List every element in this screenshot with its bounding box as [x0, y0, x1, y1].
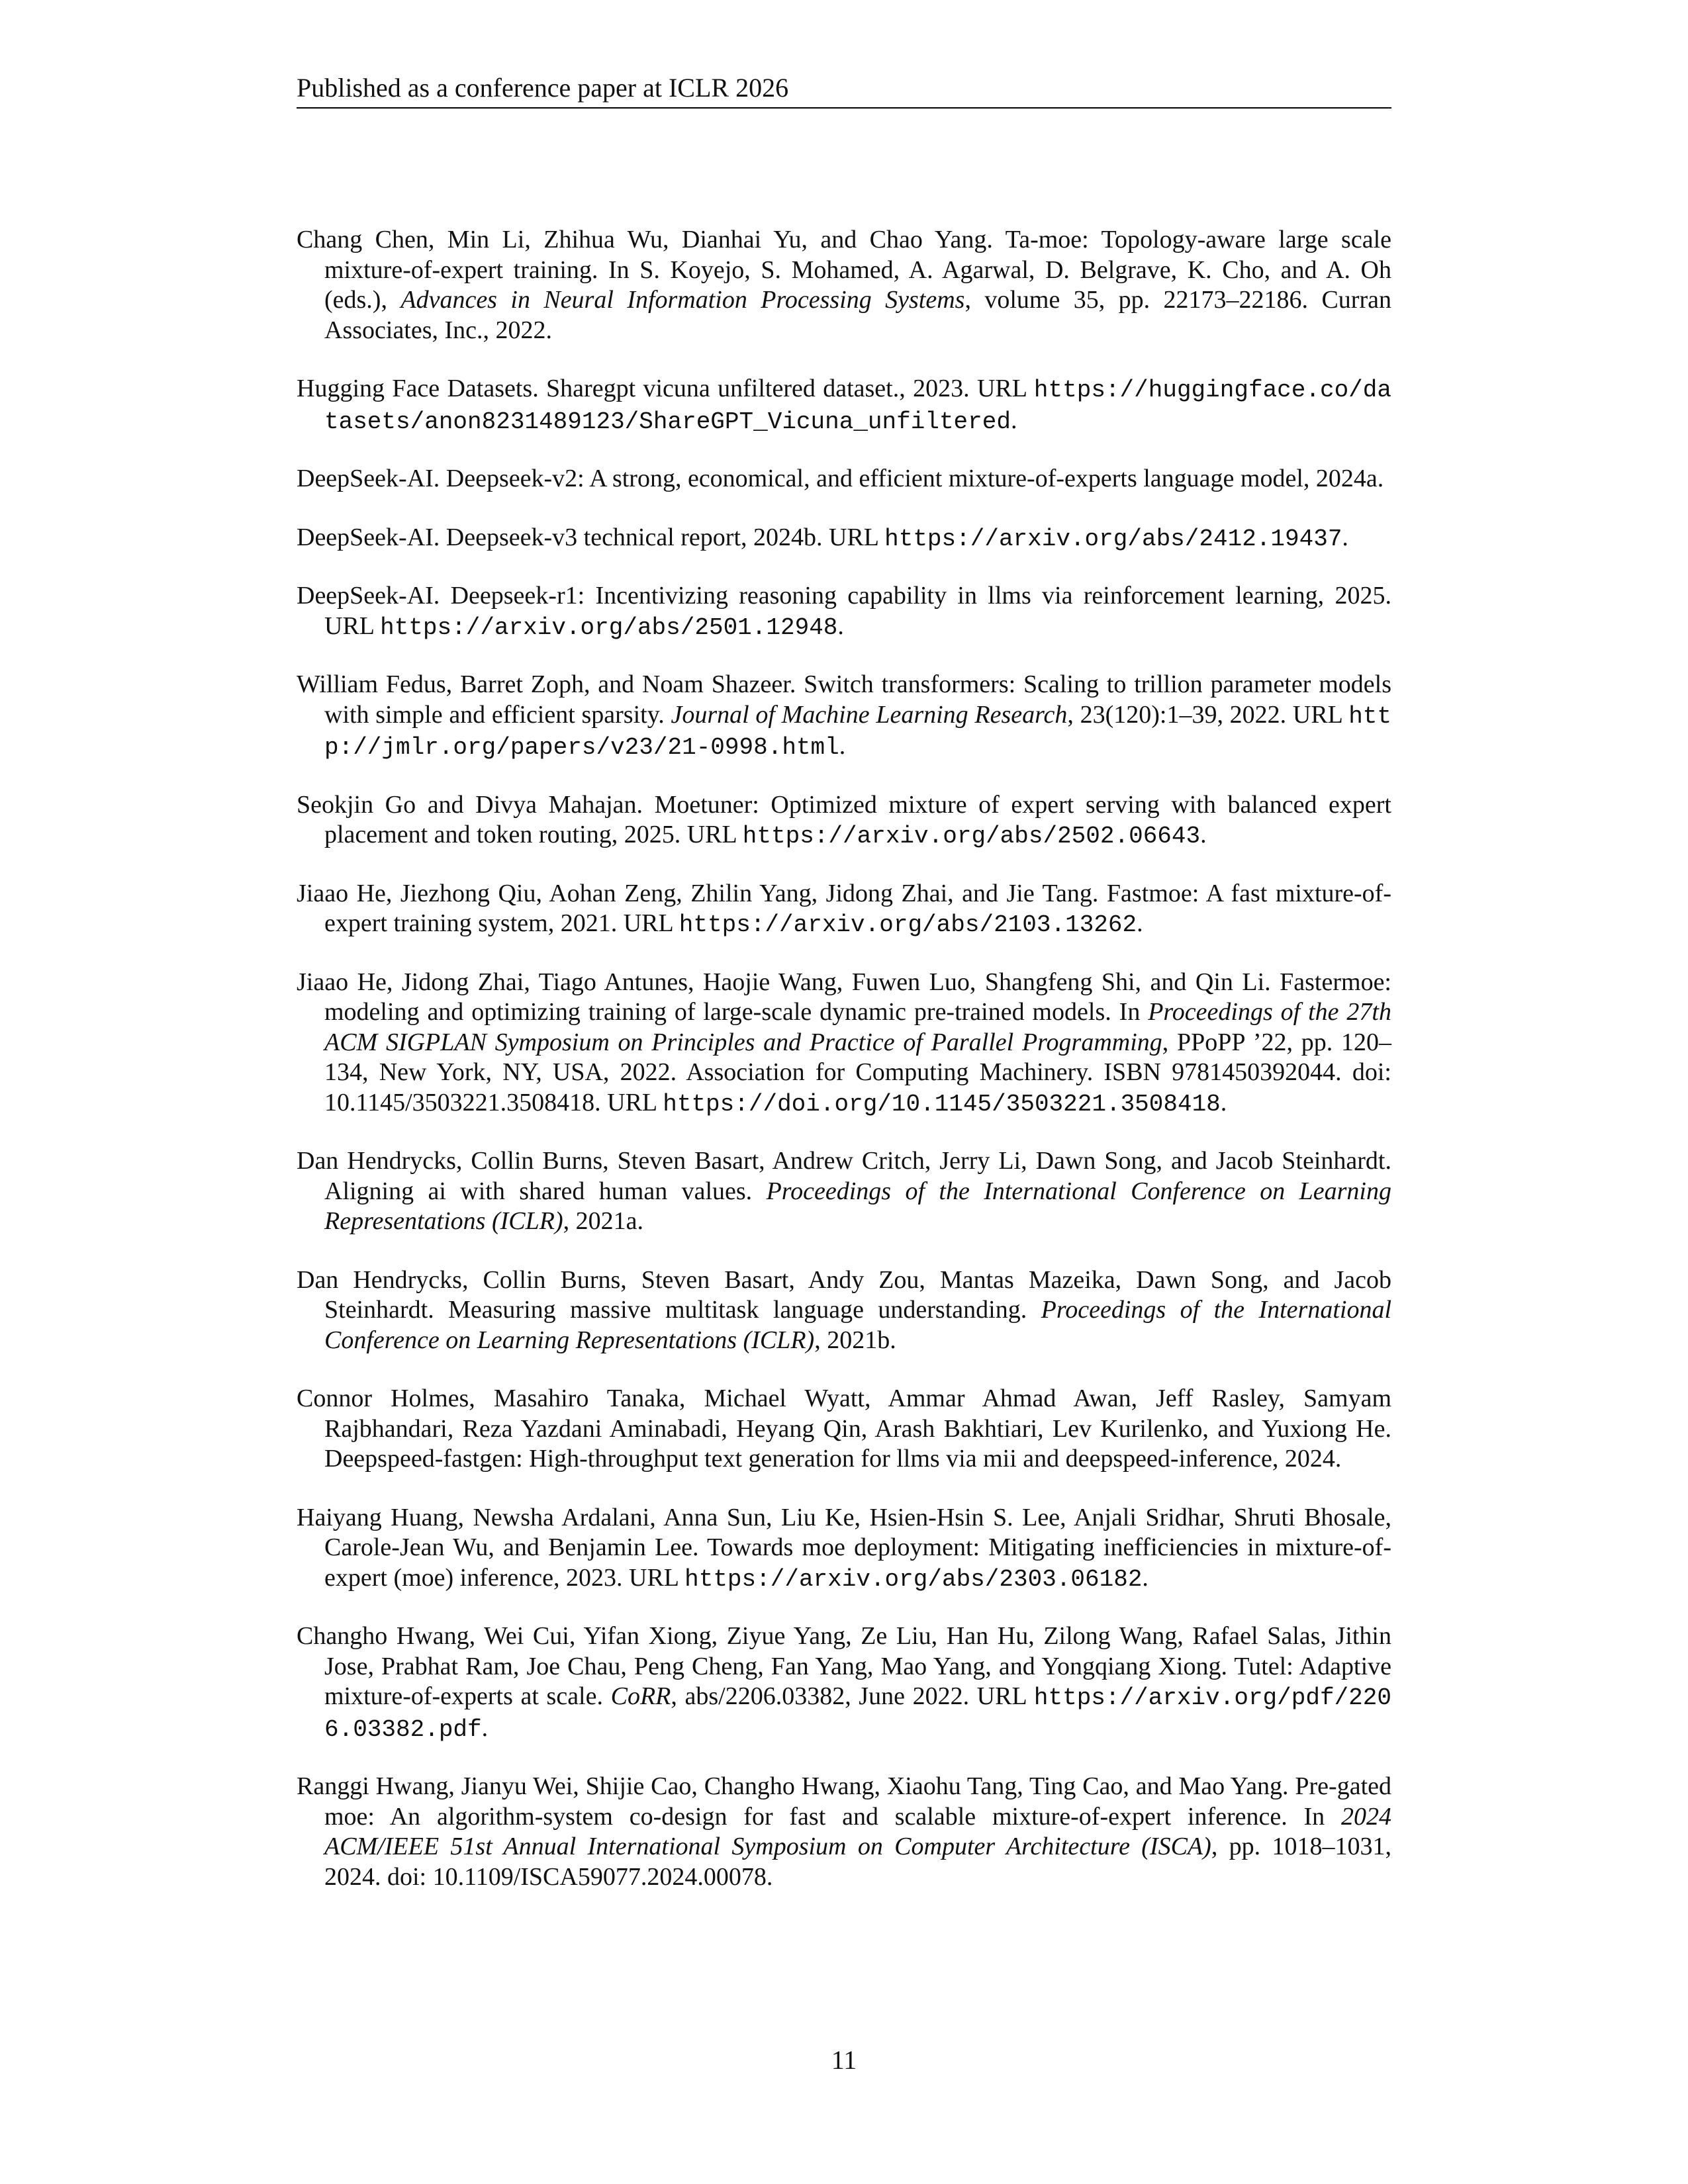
ref-text: DeepSeek-AI. Deepseek-r1: Incentivizing reasoning capability in llms via reinforcement learning, 2025. URL: [297, 582, 1391, 640]
ref-text: DeepSeek-AI. Deepseek-v2: A strong, economical, and efficient mixture-of-experts language model, 2024a.: [297, 465, 1384, 492]
ref-url-link[interactable]: https://arxiv.org/abs/2303.06182: [684, 1565, 1143, 1593]
ref-venue: 2024 ACM/IEEE 51st Annual International Symposium on Computer Architecture (ISCA): [324, 1802, 1391, 1860]
ref-end: .: [1200, 821, 1207, 848]
reference-entry: [297, 1384, 1391, 1476]
ref-text-after: , 2021b.: [814, 1326, 896, 1354]
reference-entry: [297, 374, 1391, 437]
ref-text: Changho Hwang, Wei Cui, Yifan Xiong, Ziyue Yang, Ze Liu, Han Hu, Zilong Wang, Rafael Salas, Jithin Jose, Prabhat Ram, Joe Chau, Peng Cheng, Fan Yang, Mao Yang, and Yongqiang Xiong. Tutel: Adaptive mixture-of-experts at scale.: [297, 1622, 1391, 1710]
ref-end: .: [1220, 1088, 1227, 1116]
reference-entry: [297, 1621, 1391, 1745]
ref-text: Ranggi Hwang, Jianyu Wei, Shijie Cao, Changho Hwang, Xiaohu Tang, Ting Cao, and Mao Yang. Pre-gated moe: An algorithm-system co-design for fast and scalable mixture-of-expert inference. In: [297, 1772, 1391, 1831]
ref-end: .: [1137, 909, 1143, 937]
ref-text: Jiaao He, Jidong Zhai, Tiago Antunes, Haojie Wang, Fuwen Luo, Shangfeng Shi, and Qin Li. Fastermoe: modeling and optimizing training of large-scale dynamic pre-trained models. In: [297, 968, 1391, 1026]
ref-end: .: [1342, 523, 1348, 551]
ref-url-link[interactable]: https://arxiv.org/abs/2412.19437: [884, 525, 1342, 553]
ref-text-after: , PPoPP ’22, pp. 120–134, New York, NY, USA, 2022. Association for Computing Machinery. ISBN 9781450392044. doi: 10.1145/3503221.3508418. URL: [324, 1028, 1391, 1116]
ref-venue: Proceedings of the 27th ACM SIGPLAN Symposium on Principles and Practice of Parallel Programming: [324, 998, 1391, 1056]
ref-url-link[interactable]: https://doi.org/10.1145/3503221.3508418: [663, 1090, 1221, 1118]
reference-entry: [297, 523, 1391, 555]
ref-text: Hugging Face Datasets. Sharegpt vicuna unfiltered dataset., 2023. URL: [297, 375, 1034, 402]
ref-venue: Proceedings of the International Conference on Learning Representations (ICLR): [324, 1177, 1391, 1235]
ref-text: Haiyang Huang, Newsha Ardalani, Anna Sun, Liu Ke, Hsien-Hsin S. Lee, Anjali Sridhar, Shruti Bhosale, Carole-Jean Wu, and Benjamin Lee. Towards moe deployment: Mitigating inefficiencies in mixture-of-expert (moe) inference, 2023. URL: [297, 1503, 1391, 1592]
ref-text-after: , volume 35, pp. 22173–22186. Curran Associates, Inc., 2022.: [324, 286, 1391, 344]
reference-entry: [297, 581, 1391, 643]
reference-entry: [297, 790, 1391, 852]
ref-url-link[interactable]: https://huggingface.co/datasets/anon8231489123/ShareGPT_Vicuna_unfiltered: [324, 377, 1391, 435]
running-header: Published as a conference paper at ICLR 2026: [297, 73, 789, 103]
ref-url-link[interactable]: https://arxiv.org/pdf/2206.03382.pdf: [324, 1684, 1391, 1743]
ref-text: Jiaao He, Jiezhong Qiu, Aohan Zeng, Zhilin Yang, Jidong Zhai, and Jie Tang. Fastmoe: A fast mixture-of-expert training system, 2021. URL: [297, 879, 1391, 937]
ref-text-after: , pp. 1018–1031, 2024. doi: 10.1109/ISCA59077.2024.00078.: [324, 1833, 1391, 1891]
ref-end: .: [837, 612, 844, 640]
ref-url-link[interactable]: https://arxiv.org/abs/2501.12948: [380, 614, 838, 641]
ref-text-after: , 2021a.: [563, 1207, 643, 1235]
reference-entry: [297, 879, 1391, 940]
ref-text: Seokjin Go and Divya Mahajan. Moetuner: Optimized mixture of expert serving with balanced expert placement and token routing, 2025. URL: [297, 790, 1391, 848]
ref-text: Dan Hendrycks, Collin Burns, Steven Basart, Andy Zou, Mantas Mazeika, Dawn Song, and Jacob Steinhardt. Measuring massive multitask language understanding.: [297, 1265, 1391, 1324]
ref-venue: Advances in Neural Information Processing Systems: [400, 286, 965, 314]
ref-text: Connor Holmes, Masahiro Tanaka, Michael Wyatt, Ammar Ahmad Awan, Jeff Rasley, Samyam Rajbhandari, Reza Yazdani Aminabadi, Heyang Qin, Arash Bakhtiari, Lev Kurilenko, and Yuxiong He. Deepspeed-fastgen: High-throughput text generation for llms via mii and deepspeed-inference, 2024.: [297, 1385, 1391, 1473]
reference-entry: [297, 464, 1391, 496]
ref-text: William Fedus, Barret Zoph, and Noam Shazeer. Switch transformers: Scaling to trillion parameter models with simple and efficient sparsity.: [297, 670, 1391, 729]
ref-url-link[interactable]: https://arxiv.org/abs/2502.06643: [742, 823, 1201, 850]
reference-entry: [297, 968, 1391, 1120]
ref-text-after: , 23(120):1–39, 2022. URL: [1067, 700, 1349, 729]
ref-end: .: [1142, 1563, 1149, 1592]
ref-text: DeepSeek-AI. Deepseek-v3 technical report, 2024b. URL: [297, 523, 885, 551]
reference-entry: [297, 225, 1391, 347]
reference-entry: [297, 1503, 1391, 1595]
ref-end: .: [481, 1713, 489, 1742]
reference-entry: [297, 1265, 1391, 1357]
header-rule: [297, 107, 1391, 109]
ref-url-link[interactable]: https://arxiv.org/abs/2103.13262: [679, 911, 1137, 938]
page-number: 11: [831, 2045, 857, 2075]
reference-entry: [297, 1772, 1391, 1893]
ref-end: .: [1010, 406, 1017, 434]
ref-end: .: [839, 732, 846, 760]
ref-url-link[interactable]: http://jmlr.org/papers/v23/21-0998.html: [324, 702, 1391, 761]
reference-list: [297, 225, 1391, 1921]
ref-venue: CoRR: [610, 1682, 671, 1710]
ref-venue: Proceedings of the International Conference on Learning Representations (ICLR): [324, 1296, 1391, 1354]
ref-text: Dan Hendrycks, Collin Burns, Steven Basart, Andrew Critch, Jerry Li, Dawn Song, and Jacob Steinhardt. Aligning ai with shared human values.: [297, 1147, 1391, 1205]
ref-text: Chang Chen, Min Li, Zhihua Wu, Dianhai Yu, and Chao Yang. Ta-moe: Topology-aware large scale mixture-of-expert training. In S. Koyejo, S. Mohamed, A. Agarwal, D. Belgrave, K. Cho, and A. Oh (eds.),: [297, 226, 1391, 314]
reference-entry: [297, 670, 1391, 763]
ref-venue: Journal of Machine Learning Research: [671, 700, 1068, 729]
reference-entry: [297, 1146, 1391, 1238]
ref-text-after: , abs/2206.03382, June 2022. URL: [671, 1682, 1034, 1710]
